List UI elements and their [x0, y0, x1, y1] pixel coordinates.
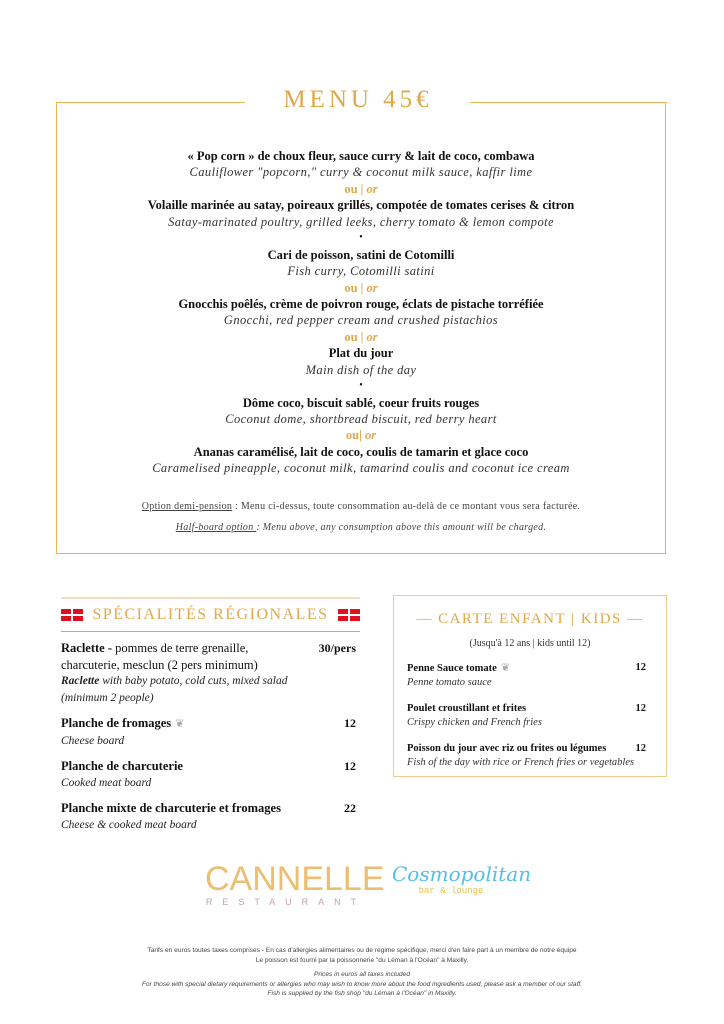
regional-item: [61, 800, 360, 833]
footer-en-3: Fish is supplied by the fish shop "du Léman à l'Océan" in Maxilly.: [267, 990, 457, 997]
item-name: Planche de fromages: [61, 716, 172, 730]
course-line-or: [56, 280, 666, 296]
course-line-fr: Gnocchis poêlés, crème de poivron rouge, éclats de pistache torréfiée: [178, 296, 544, 311]
kids-items: [394, 661, 666, 770]
course-line-en: Caramelised pineapple, coconut milk, tamarind coulis and coconut ice cream: [152, 461, 570, 476]
item-fr: [61, 715, 360, 733]
item-en: [61, 733, 360, 750]
kids-title: — CARTE ENFANT | KIDS —: [416, 611, 644, 627]
or-separator-en: or: [366, 181, 378, 196]
footer-fr-2: Le poisson est fourni par la poissonnerie "du Léman à l'Océan" à Maxilly.: [255, 956, 469, 964]
or-separator-en: or: [366, 329, 378, 344]
note-fr-text: : Menu ci-dessus, toute consommation au-delà de ce montant vous sera facturée.: [232, 501, 581, 512]
kids-item: [407, 702, 652, 730]
item-en: Crispy chicken and French fries: [407, 717, 542, 728]
item-name: Planche mixte de charcuterie et fromages: [61, 801, 281, 815]
kids-item: [407, 661, 652, 690]
item-desc: pommes de terre grenaille, charcuterie, mesclun (2 pers minimum): [61, 641, 258, 672]
item-name: Poulet croustillant et frites: [407, 703, 527, 714]
course-line-en: Fish curry, Cotomilli satini: [287, 264, 435, 279]
cosmopolitan-logo-sub: bar & lounge: [418, 886, 484, 896]
course-line-en: Gnocchi, red pepper cream and crushed pistachios: [223, 313, 499, 328]
item-price: 12: [635, 662, 646, 673]
item-en-desc: Cheese & cooked meat board: [61, 818, 197, 831]
cannelle-logo: [205, 860, 385, 907]
course-line-fr: Dôme coco, biscuit sablé, coeur fruits rouges: [242, 395, 480, 410]
note-en-label: Half-board option: [175, 522, 257, 533]
item-en: [61, 775, 360, 792]
course-line-or: [56, 181, 666, 197]
item-en: Penne tomato sauce: [407, 677, 492, 688]
item-price: 12: [344, 716, 356, 730]
item-price: 12: [344, 759, 356, 773]
regional-item: [61, 640, 360, 706]
or-separator-en: or: [364, 428, 377, 443]
or-separator-fr: ou|: [345, 428, 362, 443]
item-name: Raclette -: [61, 641, 113, 655]
regional-item: [61, 758, 360, 791]
item-price: 30/pers: [318, 641, 356, 655]
regional-items: [61, 640, 360, 833]
item-name: Penne Sauce tomate: [407, 663, 497, 674]
course-list: [56, 148, 666, 477]
vegetarian-leaf-icon: ❦: [500, 662, 511, 674]
kids-item: [407, 742, 652, 770]
item-en-name: Raclette: [61, 675, 100, 687]
item-fr: [407, 702, 652, 716]
note-en-text: : Menu above, any consumption above this amount will be charged.: [256, 522, 547, 533]
course-line-or: [56, 329, 666, 345]
half-board-note-fr: [56, 501, 666, 512]
menu-title: MENU 45€: [283, 86, 433, 113]
item-fr: [61, 800, 360, 817]
savoy-flag-icon: [61, 609, 83, 621]
course-line-fr: Ananas caramélisé, lait de coco, coulis de tamarin et glace coco: [193, 444, 529, 459]
cannelle-logo-sub: RESTAURANT: [205, 897, 367, 907]
or-separator-fr: ou |: [344, 280, 364, 295]
course-line-fr: Plat du jour: [328, 346, 394, 361]
footer-fr-1: Tarifs en euros toutes taxes comprises - En cas d'allergies alimentaires ou de régime spécifique, merci d'en faire part à un membre de notre équipe: [147, 947, 577, 954]
course-line-fr: « Pop corn » de choux fleur, sauce curry & lait de coco, combawa: [187, 149, 535, 163]
note-fr-label: Option demi-pension: [141, 501, 233, 512]
regional-header: [61, 599, 360, 631]
regional-item: [61, 715, 360, 749]
vegetarian-leaf-icon: ❦: [175, 718, 185, 730]
kids-menu-box: [393, 595, 667, 777]
item-en-desc: with baby potato, cold cuts, mixed salad (minimum 2 people): [61, 675, 288, 704]
regional-section: [61, 597, 360, 833]
or-separator-fr: ou |: [344, 329, 364, 344]
course-line-dot: •: [359, 380, 363, 392]
or-separator-en: or: [366, 280, 378, 295]
half-board-note-en: [56, 522, 666, 533]
item-en: Fish of the day with rice or French fries or vegetables: [407, 757, 635, 768]
item-fr: [61, 640, 360, 673]
item-name: Poisson du jour avec riz ou frites ou légumes: [407, 743, 607, 754]
course-line-en: Satay-marinated poultry, grilled leeks, cherry tomato & lemon compote: [168, 214, 554, 229]
course-line-fr: Volaille marinée au satay, poireaux grillés, compotée de tomates cerises & citron: [147, 198, 575, 213]
item-price: 12: [635, 703, 646, 714]
course-line-or: [56, 427, 666, 443]
item-fr: [407, 661, 652, 676]
item-price: 12: [635, 743, 646, 754]
course-line-en: Cauliflower "popcorn," curry & coconut milk sauce, kaffir lime: [189, 165, 533, 180]
item-fr: [407, 742, 652, 756]
kids-subtitle: (Jusqu'à 12 ans | kids until 12): [469, 638, 591, 649]
cosmopolitan-logo: [392, 862, 532, 896]
item-en-desc: Cheese board: [61, 734, 125, 747]
item-en: [61, 673, 360, 706]
footer-notes: [0, 946, 724, 999]
item-en: [61, 817, 360, 834]
item-name: Planche de charcuterie: [61, 759, 183, 773]
regional-title: SPÉCIALITÉS RÉGIONALES: [92, 606, 329, 623]
course-line-en: Coconut dome, shortbread biscuit, red berry heart: [225, 412, 497, 426]
item-price: 22: [344, 801, 356, 815]
footer-en-2: For those with special dietary requirements or allergies who may wish to know more about the food ingredients used, please ask a member of our staff.: [141, 980, 583, 988]
divider: [61, 631, 360, 632]
course-line-en: Main dish of the day: [305, 362, 417, 377]
item-en-desc: Cooked meat board: [61, 776, 152, 789]
or-separator-fr: ou |: [344, 181, 364, 196]
item-fr: [61, 758, 360, 775]
course-line-dot: •: [359, 232, 363, 244]
cannelle-logo-text: CANNELLE: [205, 860, 385, 898]
footer-en-1: Prices in euros all taxes included: [313, 971, 411, 978]
savoy-flag-icon: [338, 609, 360, 621]
course-line-fr: Cari de poisson, satini de Cotomilli: [267, 247, 455, 262]
cosmopolitan-logo-text: Cosmopolitan: [392, 862, 532, 886]
